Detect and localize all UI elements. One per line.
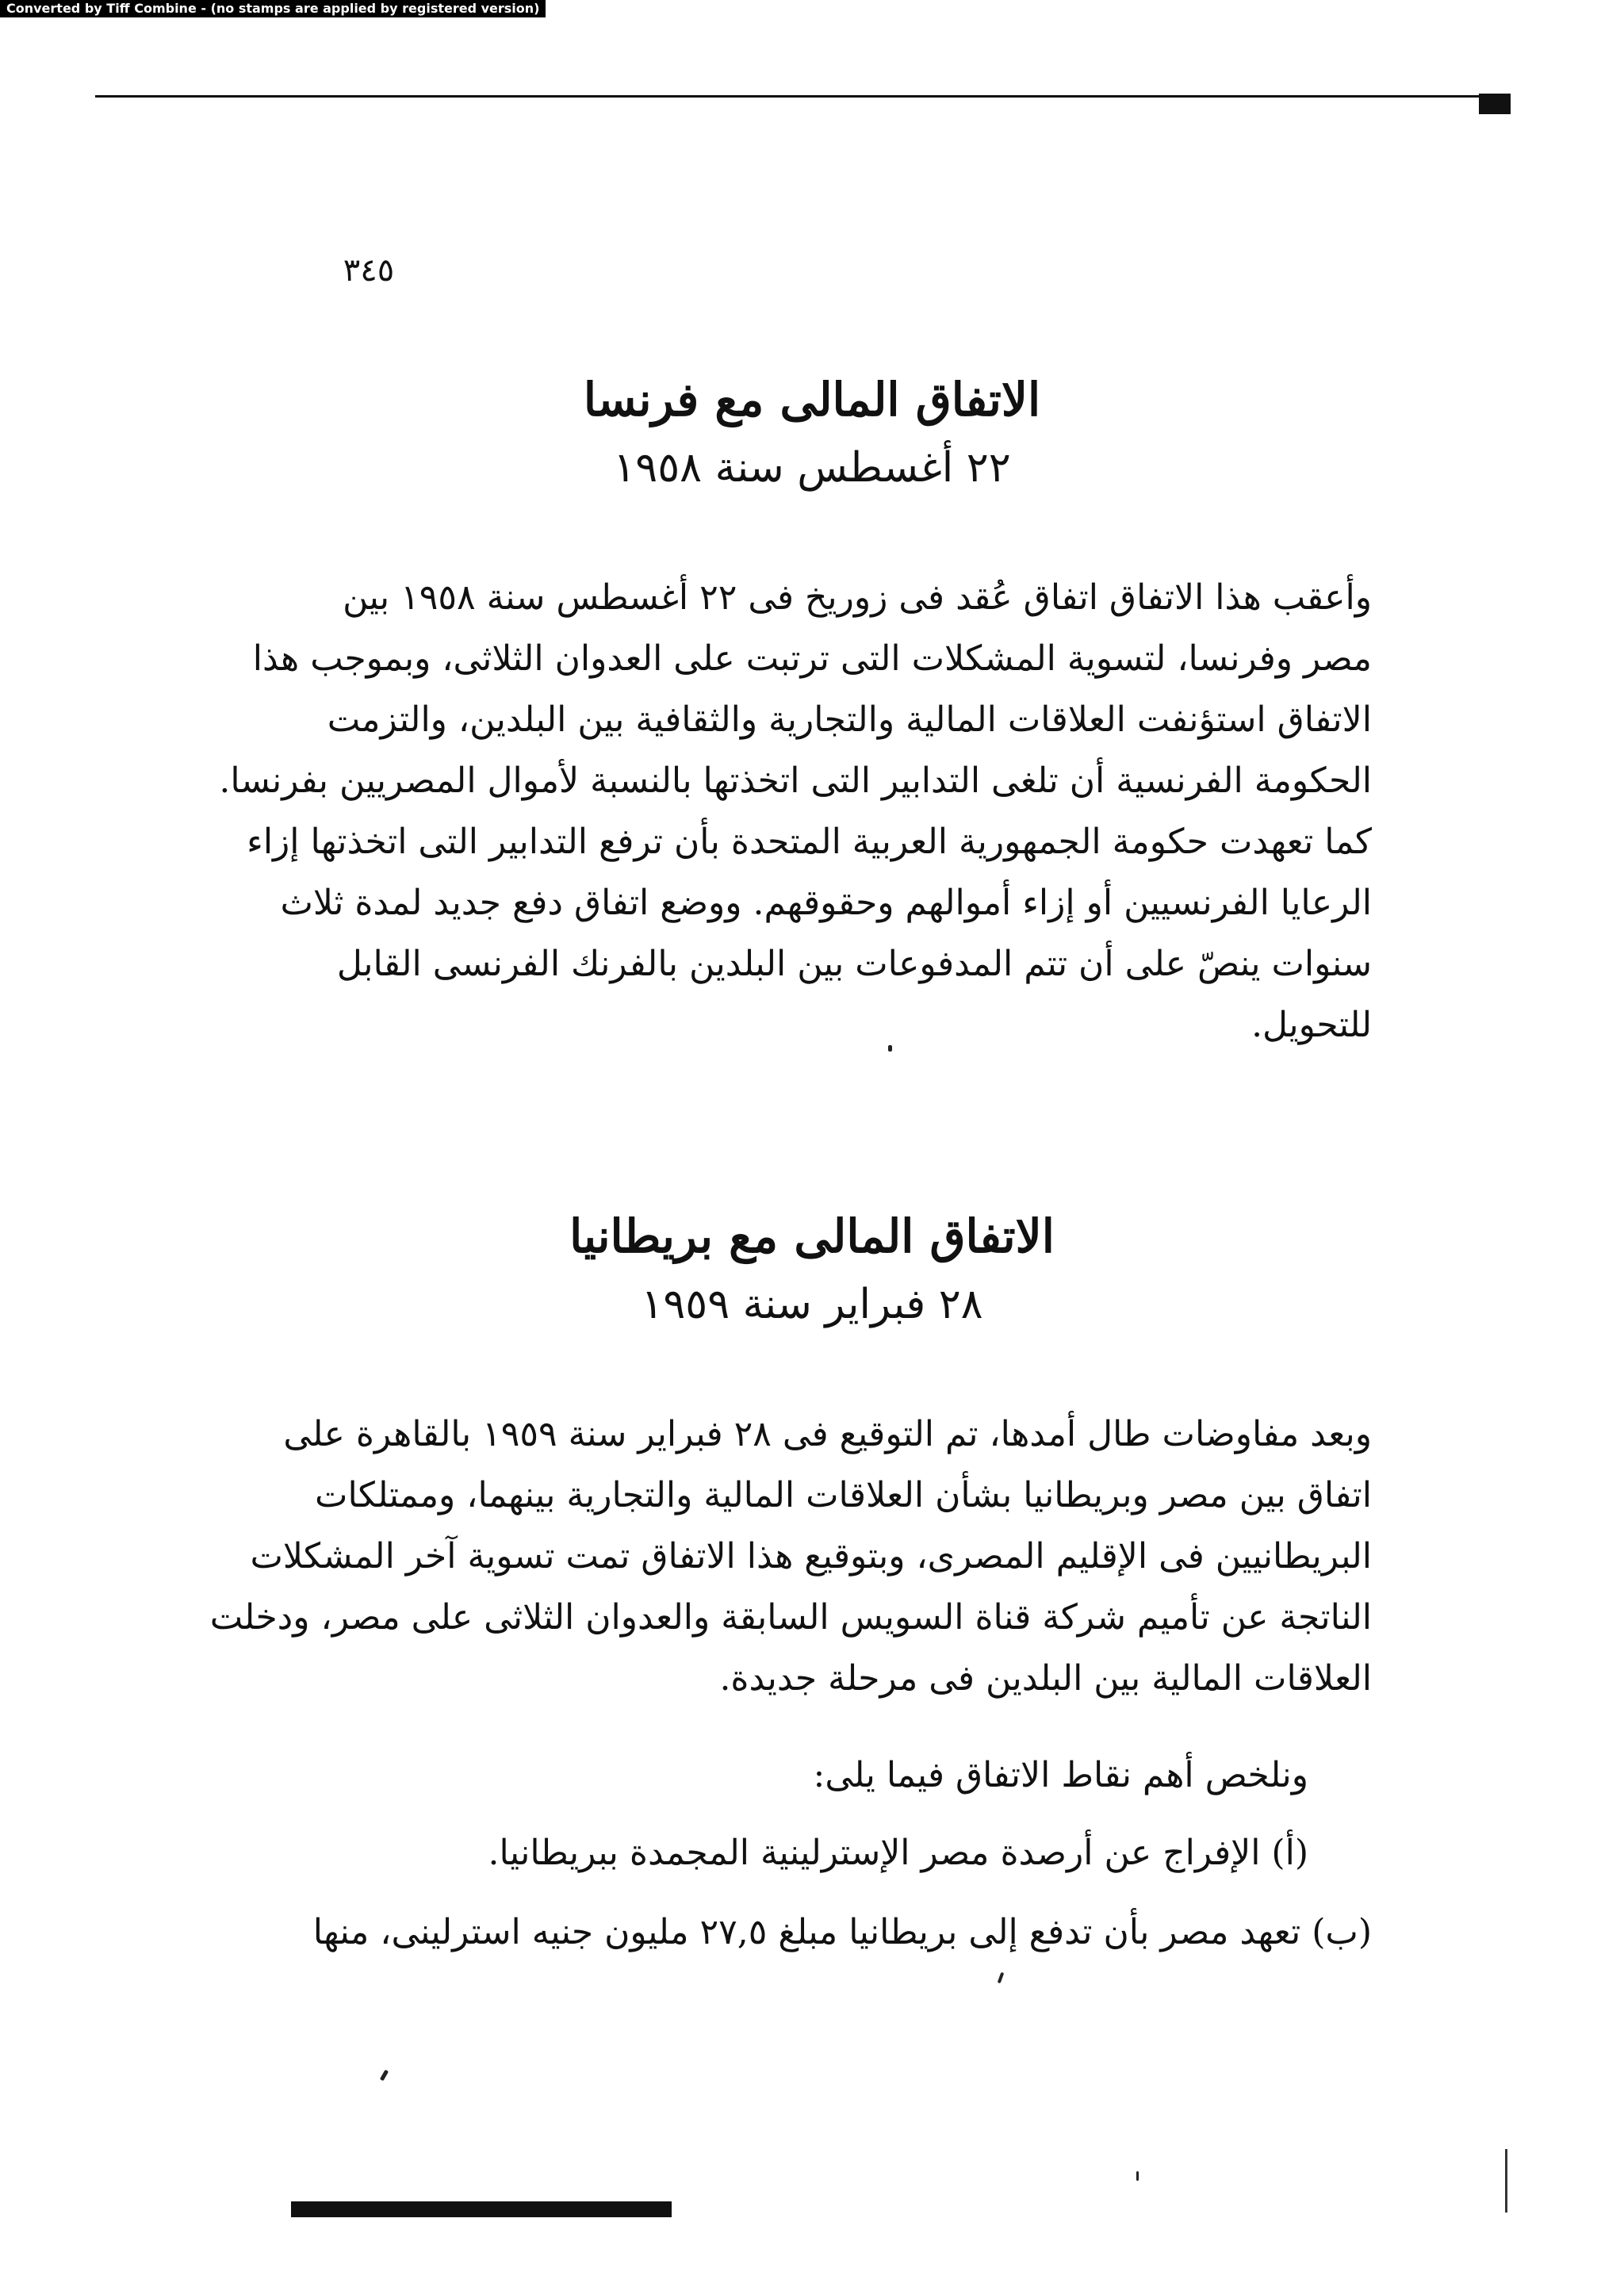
section1-line: للتحويل. [1251, 1005, 1372, 1045]
section2-date: ٢٨ فبراير سنة ١٩٥٩ [641, 1281, 983, 1328]
section2-line: العلاقات المالية بين البلدين فى مرحلة جديدة. [719, 1658, 1372, 1699]
section1-line: الحكومة الفرنسية أن تلغى التدابير التى اتخذتها بالنسبة لأموال المصريين بفرنسا. [219, 760, 1372, 801]
section1-line: سنوات ينصّ على أن تتم المدفوعات بين البلدين بالفرنك الفرنسى القابل [336, 944, 1372, 984]
section2-line: الناتجة عن تأميم شركة قناة السويس السابقة والعدوان الثلاثى على مصر، ودخلت [209, 1597, 1372, 1638]
section1-paragraph [219, 567, 1372, 1055]
scan-speck [1136, 2171, 1139, 2181]
section1-title: الاتفاق المالى مع فرنسا [583, 373, 1041, 427]
section2-line: البريطانيين فى الإقليم المصرى، وبتوقيع هذا الاتفاق تمت تسوية آخر المشكلات [250, 1536, 1372, 1576]
converter-banner: Converted by Tiff Combine - (no stamps are applied by registered version) [0, 0, 546, 17]
section1-date: ٢٢ أغسطس سنة ١٩٥٨ [613, 444, 1011, 492]
bottom-rule [291, 2201, 672, 2217]
scan-speck [380, 2070, 389, 2082]
section1-line: الرعايا الفرنسيين أو إزاء أموالهم وحقوقهم. ووضع اتفاق دفع جديد لمدة ثلاث [280, 883, 1372, 923]
page-number: ٣٤٥ [343, 252, 395, 289]
point-b: (ب) تعهد مصر بأن تدفع إلى بريطانيا مبلغ ٢٧,٥ مليون جنيه استرلينى، منها [312, 1912, 1372, 1952]
section2-line: اتفاق بين مصر وبريطانيا بشأن العلاقات المالية والتجارية بينهما، وممتلكات [315, 1475, 1372, 1515]
section2-paragraph [209, 1404, 1372, 1709]
top-rule-end [1479, 94, 1511, 114]
point-a: (أ) الإفراج عن أرصدة مصر الإسترلينية المجمدة ببريطانيا. [488, 1833, 1308, 1873]
top-rule-line [95, 95, 1511, 98]
scan-speck [888, 1045, 892, 1052]
section2-line: وبعد مفاوضات طال أمدها، تم التوقيع فى ٢٨ فبراير سنة ١٩٥٩ بالقاهرة على [283, 1414, 1372, 1454]
section1-line: وأعقب هذا الاتفاق اتفاق عُقد فى زوريخ فى ٢٢ أغسطس سنة ١٩٥٨ بين [343, 577, 1372, 618]
top-rule [95, 94, 1511, 105]
edge-mark [1505, 2149, 1507, 2212]
section1-line: الاتفاق استؤنفت العلاقات المالية والتجارية والثقافية بين البلدين، والتزمت [327, 699, 1372, 740]
summary-intro: ونلخص أهم نقاط الاتفاق فيما يلى: [813, 1755, 1308, 1795]
section1-line: مصر وفرنسا، لتسوية المشكلات التى ترتبت على العدوان الثلاثى، وبموجب هذا [252, 638, 1372, 679]
section1-line: كما تعهدت حكومة الجمهورية العربية المتحدة بأن ترفع التدابير التى اتخذتها إزاء [247, 822, 1372, 862]
section2-title: الاتفاق المالى مع بريطانيا [569, 1209, 1055, 1263]
scan-speck [998, 1972, 1005, 1984]
